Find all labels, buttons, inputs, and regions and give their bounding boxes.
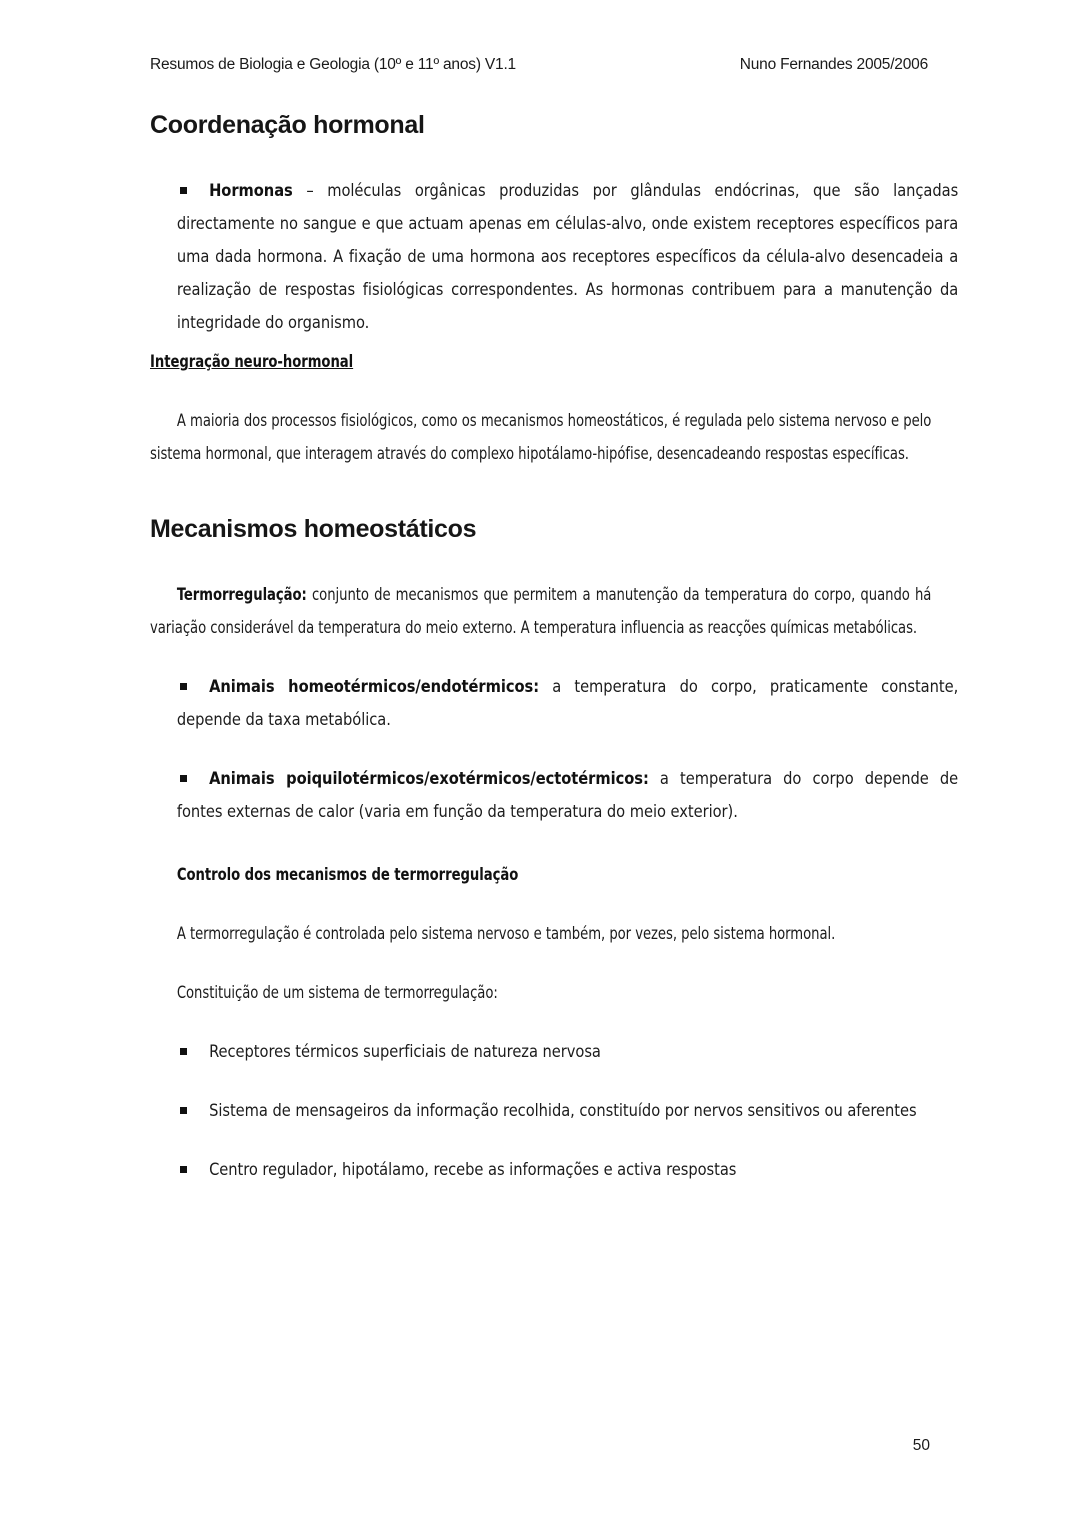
bullet-item-poiquilotermicos xyxy=(150,762,959,828)
paragraph-termorregulacao xyxy=(150,578,931,644)
section-heading-coordenacao-hormonal: Coordenação hormonal xyxy=(150,111,425,139)
bullet-lead-label: Animais homeotérmicos/endotérmicos: xyxy=(209,677,540,696)
subheading-text: Integração neuro-hormonal xyxy=(150,352,354,371)
paragraph-constituicao-sistema: Constituição de um sistema de termorregulação: xyxy=(176,983,498,1002)
header-title-left: Resumos de Biologia e Geologia (10º e 11º anos) V1.1 xyxy=(150,56,516,73)
paragraph-termorregulacao-controlada: A termorregulação é controlada pelo sistema nervoso e também, por vezes, pelo sistema hormonal. xyxy=(176,924,836,943)
paragraph-lead-label: Termorregulação: xyxy=(176,585,307,604)
page-content xyxy=(150,110,959,1186)
paragraph-maioria-processos: A maioria dos processos fisiológicos, como os mecanismos homeostáticos, é regulada pelo sistema nervoso e pelo sistema hormonal, que interagem através do complexo hipotálamo-hipófise, desencadeando respostas específicas. xyxy=(150,411,932,463)
subheading-text: Controlo dos mecanismos de termorregulação xyxy=(176,865,519,884)
paragraph-body-text: conjunto de mecanismos que permitem a manutenção da temperatura do corpo, quando há variação considerável da temperatura do meio externo. A temperatura influencia as reacções químicas metabólicas. xyxy=(150,585,932,637)
bullet-body-text: moléculas orgânicas produzidas por glândulas endócrinas, que são lançadas directamente no sangue e que actuam apenas em células-alvo, onde existem receptores específicos para uma dada hormona. A fixação de uma hormona aos receptores específicos da célula-alvo desencadeia a realização de respostas fisiológicas correspondentes. As hormonas contribuem para a manutenção da integridade do organismo. xyxy=(176,181,959,332)
bullet-body-text: a temperatura do corpo depende de fontes externas de calor (varia em função da temperatura do meio exterior). xyxy=(176,769,959,821)
subheading-controlo-mecanismos xyxy=(150,858,931,891)
bullet-lead-label: Animais poiquilotérmicos/exotérmicos/ectotérmicos: xyxy=(209,769,649,788)
bullet-item-homeotermicos xyxy=(150,670,959,736)
bullet-item-text: Receptores térmicos superficiais de natureza nervosa xyxy=(209,1042,601,1061)
running-header xyxy=(150,56,930,74)
bullet-item-text: Sistema de mensageiros da informação recolhida, constituído por nervos sensitivos ou aferentes xyxy=(209,1101,917,1120)
bullet-lead-separator xyxy=(649,769,660,788)
bullet-item-hormonas xyxy=(150,174,959,339)
bullet-lead-label: Hormonas xyxy=(209,181,293,200)
section-heading-mecanismos-homeostaticos: Mecanismos homeostáticos xyxy=(150,515,477,543)
bullet-body-text: a temperatura do corpo, praticamente constante, depende da taxa metabólica. xyxy=(176,677,959,729)
bullet-lead-separator xyxy=(539,677,552,696)
bullet-item-receptores-termicos xyxy=(150,1035,932,1068)
bullet-item-text: Centro regulador, hipotálamo, recebe as informações e activa respostas xyxy=(209,1160,737,1179)
subheading-integracao-neuro-hormonal xyxy=(150,345,931,378)
bullet-item-sistema-mensageiros xyxy=(150,1094,932,1127)
bullet-item-centro-regulador xyxy=(150,1153,932,1186)
bullet-item-text xyxy=(150,670,958,736)
header-author-right: Nuno Fernandes 2005/2006 xyxy=(739,56,928,73)
bullet-item-text xyxy=(150,174,958,339)
bullet-lead-separator: – xyxy=(292,181,328,200)
bullet-item-text xyxy=(150,762,958,828)
page-number: 50 xyxy=(912,1437,930,1454)
